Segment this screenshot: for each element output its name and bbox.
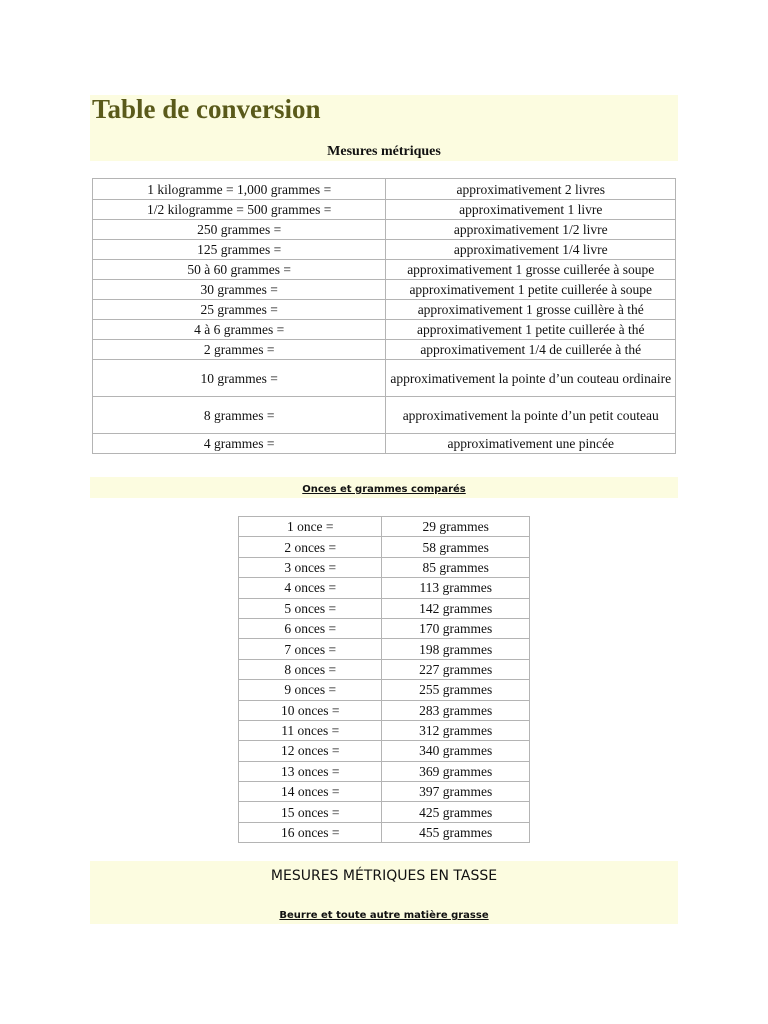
- onces-quantity-cell: 9 onces =: [239, 680, 382, 700]
- onces-equivalent-cell: 255 grammes: [382, 680, 530, 700]
- metric-heading: Mesures métriques: [327, 144, 441, 159]
- metric-equivalent-cell: approximativement 1/4 livre: [386, 240, 676, 260]
- metric-quantity-cell: 30 grammes =: [93, 280, 386, 300]
- metric-quantity-cell: 2 grammes =: [93, 340, 386, 360]
- metric-row: [93, 200, 676, 220]
- onces-quantity-cell: 4 onces =: [239, 578, 382, 598]
- metric-row: [93, 220, 676, 240]
- onces-equivalent-cell: 283 grammes: [382, 700, 530, 720]
- metric-row: [93, 320, 676, 340]
- metric-row: [93, 340, 676, 360]
- metric-quantity-cell: 250 grammes =: [93, 220, 386, 240]
- onces-equivalent-cell: 340 grammes: [382, 741, 530, 761]
- onces-quantity-cell: 6 onces =: [239, 618, 382, 638]
- onces-row: [239, 598, 530, 618]
- onces-quantity-cell: 11 onces =: [239, 720, 382, 740]
- onces-quantity-cell: 2 onces =: [239, 537, 382, 557]
- onces-row: [239, 782, 530, 802]
- onces-row: [239, 720, 530, 740]
- metric-equivalent-cell: approximativement 2 livres: [386, 179, 676, 200]
- onces-equivalent-cell: 425 grammes: [382, 802, 530, 822]
- onces-row: [239, 802, 530, 822]
- onces-equivalent-cell: 397 grammes: [382, 782, 530, 802]
- metric-row: [93, 240, 676, 260]
- onces-equivalent-cell: 113 grammes: [382, 578, 530, 598]
- metric-equivalent-cell: approximativement la pointe d’un petit couteau: [386, 397, 676, 434]
- metric-equivalent-cell: approximativement 1 grosse cuillerée à soupe: [386, 260, 676, 280]
- metric-row: [93, 397, 676, 434]
- onces-row: [239, 822, 530, 842]
- onces-equivalent-cell: 312 grammes: [382, 720, 530, 740]
- onces-equivalent-cell: 227 grammes: [382, 659, 530, 679]
- metric-quantity-cell: 25 grammes =: [93, 300, 386, 320]
- onces-row: [239, 557, 530, 577]
- metric-equivalent-cell: approximativement 1 petite cuillerée à soupe: [386, 280, 676, 300]
- onces-row: [239, 761, 530, 781]
- metric-quantity-cell: 50 à 60 grammes =: [93, 260, 386, 280]
- tasse-subheading-link[interactable]: Beurre et toute autre matière grasse: [279, 910, 489, 921]
- title-band: [90, 95, 678, 161]
- metric-quantity-cell: 10 grammes =: [93, 360, 386, 397]
- metric-row: [93, 300, 676, 320]
- metric-equivalent-cell: approximativement 1 livre: [386, 200, 676, 220]
- onces-quantity-cell: 15 onces =: [239, 802, 382, 822]
- onces-quantity-cell: 8 onces =: [239, 659, 382, 679]
- onces-grammes-table: [238, 516, 530, 843]
- metric-quantity-cell: 4 à 6 grammes =: [93, 320, 386, 340]
- onces-quantity-cell: 14 onces =: [239, 782, 382, 802]
- metric-quantity-cell: 1 kilogramme = 1,000 grammes =: [93, 179, 386, 200]
- metric-row: [93, 434, 676, 454]
- onces-row: [239, 517, 530, 537]
- onces-equivalent-cell: 198 grammes: [382, 639, 530, 659]
- onces-row: [239, 700, 530, 720]
- onces-quantity-cell: 13 onces =: [239, 761, 382, 781]
- metric-equivalent-cell: approximativement 1 grosse cuillère à thé: [386, 300, 676, 320]
- onces-quantity-cell: 5 onces =: [239, 598, 382, 618]
- metric-conversion-table: [92, 178, 676, 454]
- onces-band: [90, 477, 678, 498]
- onces-quantity-cell: 7 onces =: [239, 639, 382, 659]
- onces-row: [239, 741, 530, 761]
- metric-equivalent-cell: approximativement une pincée: [386, 434, 676, 454]
- metric-equivalent-cell: approximativement 1/2 livre: [386, 220, 676, 240]
- onces-equivalent-cell: 142 grammes: [382, 598, 530, 618]
- metric-quantity-cell: 4 grammes =: [93, 434, 386, 454]
- onces-equivalent-cell: 170 grammes: [382, 618, 530, 638]
- onces-quantity-cell: 12 onces =: [239, 741, 382, 761]
- onces-quantity-cell: 16 onces =: [239, 822, 382, 842]
- onces-row: [239, 537, 530, 557]
- metric-row: [93, 280, 676, 300]
- onces-equivalent-cell: 58 grammes: [382, 537, 530, 557]
- metric-quantity-cell: 8 grammes =: [93, 397, 386, 434]
- onces-row: [239, 680, 530, 700]
- metric-quantity-cell: 1/2 kilogramme = 500 grammes =: [93, 200, 386, 220]
- onces-row: [239, 639, 530, 659]
- onces-quantity-cell: 3 onces =: [239, 557, 382, 577]
- onces-row: [239, 659, 530, 679]
- onces-equivalent-cell: 369 grammes: [382, 761, 530, 781]
- metric-row: [93, 360, 676, 397]
- metric-row: [93, 179, 676, 200]
- onces-equivalent-cell: 29 grammes: [382, 517, 530, 537]
- onces-equivalent-cell: 455 grammes: [382, 822, 530, 842]
- onces-heading-link[interactable]: Onces et grammes comparés: [302, 484, 466, 495]
- onces-row: [239, 578, 530, 598]
- onces-quantity-cell: 1 once =: [239, 517, 382, 537]
- onces-quantity-cell: 10 onces =: [239, 700, 382, 720]
- metric-equivalent-cell: approximativement 1 petite cuillerée à thé: [386, 320, 676, 340]
- metric-quantity-cell: 125 grammes =: [93, 240, 386, 260]
- onces-equivalent-cell: 85 grammes: [382, 557, 530, 577]
- metric-equivalent-cell: approximativement 1/4 de cuillerée à thé: [386, 340, 676, 360]
- metric-row: [93, 260, 676, 280]
- metric-equivalent-cell: approximativement la pointe d’un couteau ordinaire: [386, 360, 676, 397]
- onces-row: [239, 618, 530, 638]
- page-title: Table de conversion: [92, 94, 321, 124]
- tasse-heading: MESURES MÉTRIQUES EN TASSE: [270, 868, 498, 884]
- tasse-band: [90, 861, 678, 924]
